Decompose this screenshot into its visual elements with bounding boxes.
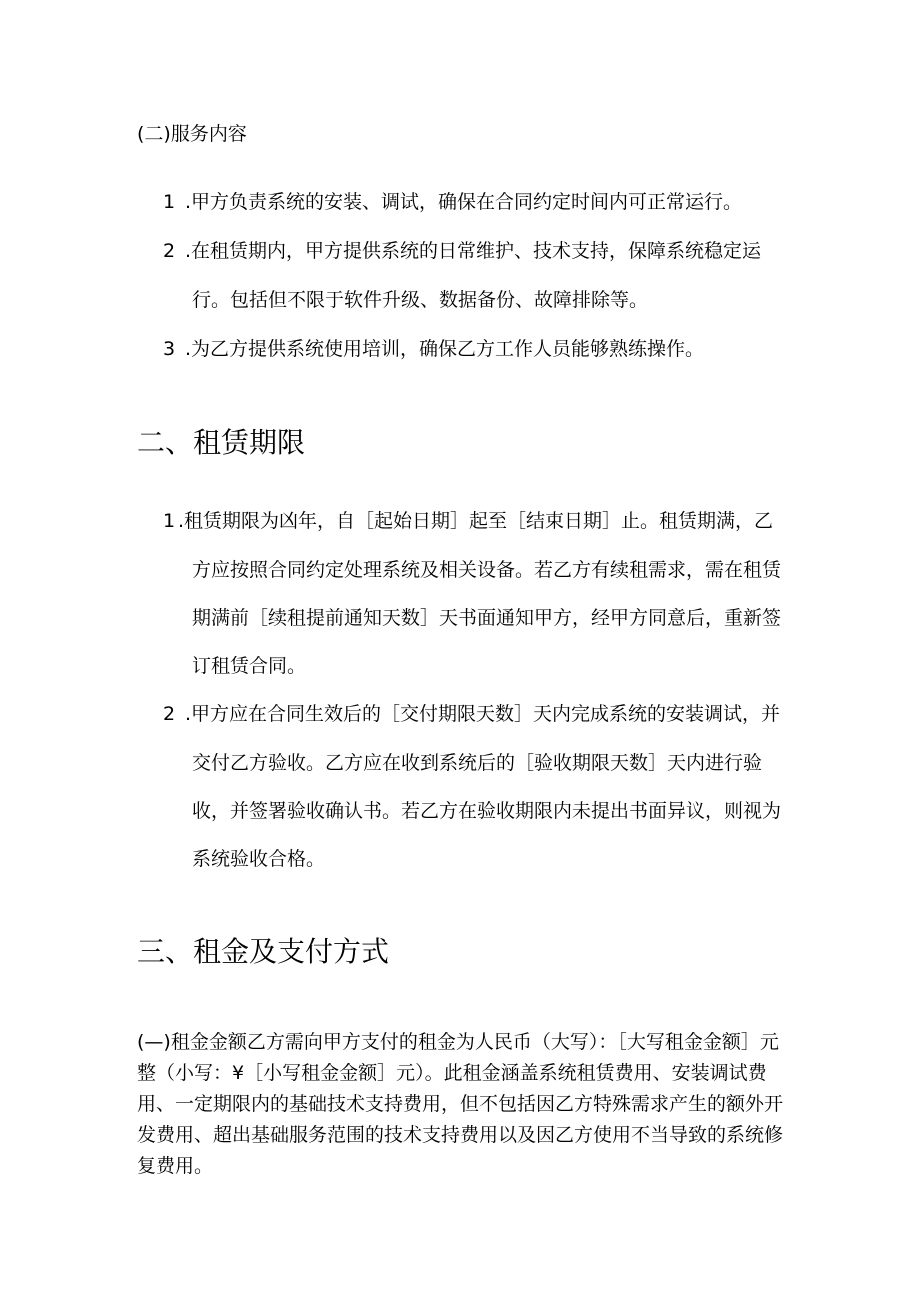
list-item-line: .甲方应在合同生效后的［交付期限天数］天内完成系统的安装调试，并: [185, 703, 781, 725]
list-item-line: 订租赁合同。: [192, 655, 307, 677]
list-item-line: 交付乙方验收。乙方应在收到系统后的［验收期限天数］天内进行验: [192, 752, 763, 774]
list-number: 3: [163, 338, 176, 360]
list-item-line: 行。包括但不限于软件升级、数据备份、故障排除等。: [192, 289, 649, 311]
paragraph-line: 用、一定期限内的基础技术支持费用，但不包括因乙方特殊需求产生的额外开: [137, 1093, 784, 1115]
paragraph-line: 复费用。: [137, 1155, 214, 1177]
list-item-line: 收，并签署验收确认书。若乙方在验收期限内未提出书面异议，则视为: [192, 800, 782, 822]
list-item-line: .甲方负责系统的安装、调试，确保在合同约定时间内可正常运行。: [185, 191, 743, 213]
rent-amount-paragraph: [137, 1027, 797, 1182]
list-item-line: 方应按照合同约定处理系统及相关设备。若乙方有续租需求，需在租赁: [192, 559, 782, 581]
list-number: 2: [163, 703, 176, 725]
section-heading-lease-term: 二、租赁期限: [137, 426, 306, 459]
list-item-line: 期满前［续租提前通知天数］天书面通知甲方，经甲方同意后，重新签: [192, 607, 782, 629]
list-number: 1: [163, 191, 176, 213]
list-item-line: .为乙方提供系统使用培训，确保乙方工作人员能够熟练操作。: [185, 338, 705, 360]
list-item-line: .租赁期限为凶年，自［起始日期］起至［结束日期］止。租赁期满，乙: [178, 510, 774, 532]
list-item-line: .在租赁期内，甲方提供系统的日常维护、技术支持，保障系统稳定运: [185, 240, 762, 262]
paragraph-line: 发费用、超出基础服务范围的技术支持费用以及因乙方使用不当导致的系统修: [137, 1124, 784, 1146]
list-item-line: 系统验收合格。: [192, 848, 326, 870]
subheading-service-content: (二)服务内容: [137, 123, 247, 145]
list-number: 2: [163, 240, 176, 262]
paragraph-line: 整（小写：¥［小写租金金额］元）。此租金涵盖系统租赁费用、安装调试费: [137, 1062, 767, 1084]
paragraph-line: (—)租金金额乙方需向甲方支付的租金为人民币（大写）：［大写租金金额］元: [137, 1031, 779, 1053]
section-heading-rent-payment: 三、租金及支付方式: [137, 935, 390, 968]
list-number: 1: [163, 510, 176, 532]
